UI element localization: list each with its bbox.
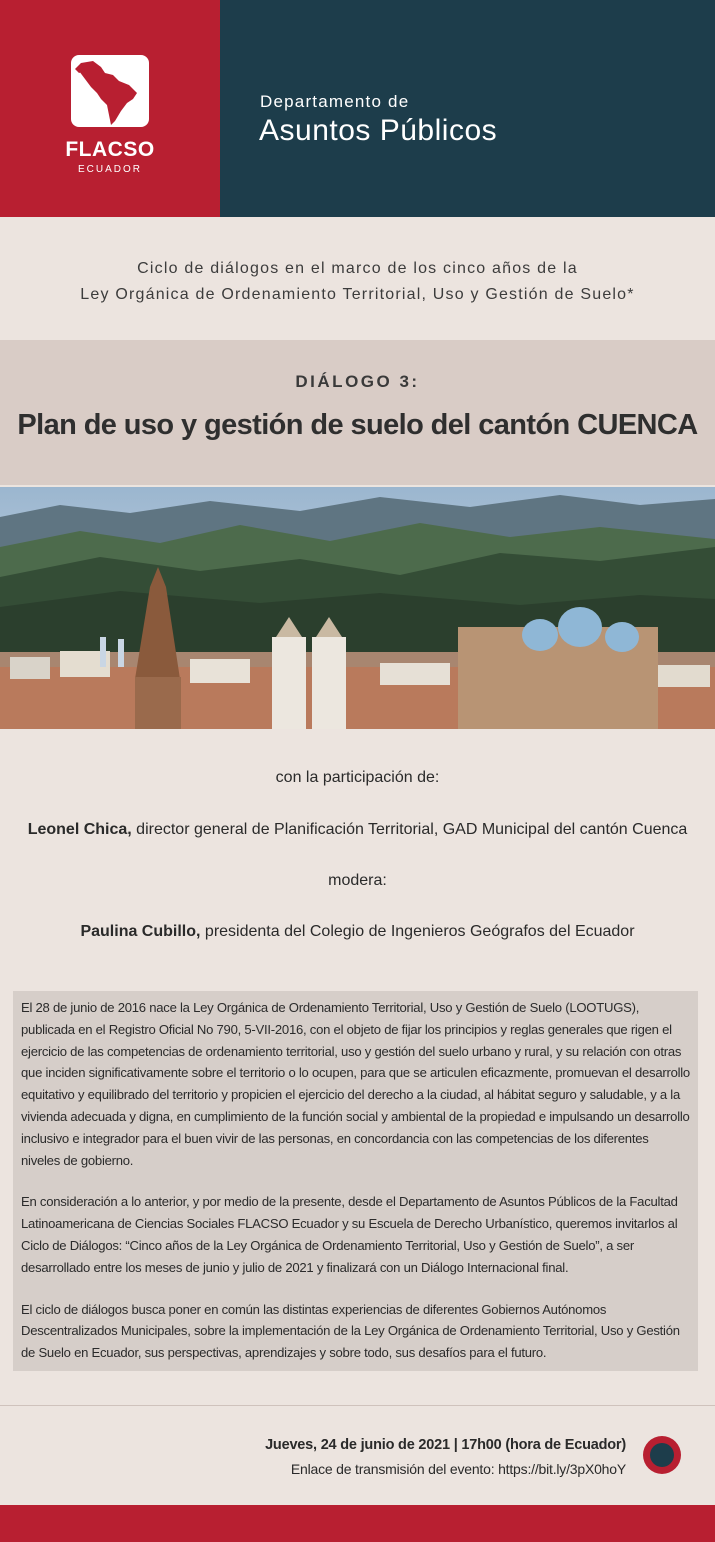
- speaker-role: director general de Planificación Territorial, GAD Municipal del cantón Cuenca: [131, 821, 688, 838]
- description-paragraph-2: En consideración a lo anterior, y por medio de la presente, desde el Departamento de Asuntos Públicos de la Facultad Latinoamericana de Ciencias Sociales FLACSO Ecuador y su Escuela de Derecho Urbanístico, queremos invitarlos al Ciclo de Diálogos: “Cinco años de la Ley Orgánica de Ordenamiento Territorial, Uso y Gestión de Suelo”, a ser desarrollado entre los meses de junio y julio de 2021 y finalizará con un Diálogo Internacional final.: [21, 1194, 678, 1275]
- moderator-role: presidenta del Colegio de Ingenieros Geógrafos del Ecuador: [200, 923, 635, 940]
- dialogue-label: DIÁLOGO 3:: [295, 372, 420, 391]
- speaker-line: [0, 821, 715, 839]
- description-box: [13, 991, 698, 1371]
- intro-line-1: Ciclo de diálogos en el marco de los cinco años de la: [137, 260, 578, 277]
- logo-wordmark: FLACSO: [65, 138, 155, 161]
- description-paragraph-1: El 28 de junio de 2016 nace la Ley Orgánica de Ordenamiento Territorial, Uso y Gestión de Suelo (LOOTUGS), publicada en el Registro Oficial No 790, 5-VII-2016, con el objeto de fijar los principios y reglas generales que rigen el ejercicio de las competencias de ordenamiento territorial, uso y gestión del suelo urbano y rural, y su relación con otras que inciden significativamente sobre el territorio o lo ocupen, para que se articulen eficazmente, promuevan el desarrollo equitativo y equilibrado del territorio y propicien el ejercicio del derecho a la ciudad, al hábitat seguro y saludable, y a la vivienda adecuada y digna, en cumplimiento de la función social y ambiental de la propiedad e impulsando un desarrollo inclusivo e integrador para el buen vivir de las personas, en concordancia con las competencias de los diferentes niveles de gobierno.: [21, 1000, 690, 1168]
- speaker-name: Leonel Chica,: [27, 821, 132, 838]
- description-paragraph-3: El ciclo de diálogos busca poner en común las distintas experiencias de diferentes Gobiernos Autónomos Descentralizados Municipales, sobre la implementación de la Ley Orgánica de Ordenamiento Territorial, Uso y Gestión de Suelo en Ecuador, sus perspectivas, aprendizajes y sobre todo, sus desafíos para el futuro.: [21, 1301, 680, 1361]
- moderator-line: [0, 923, 715, 941]
- event-link[interactable]: Enlace de transmisión del evento: https://bit.ly/3pX0hoY: [290, 1461, 626, 1477]
- department-name: Asuntos Públicos: [259, 114, 498, 147]
- divider: [0, 1405, 715, 1406]
- moderator-name: Paulina Cubillo,: [80, 923, 201, 940]
- logo-subtitle: ECUADOR: [77, 164, 142, 175]
- cuenca-city-photo: [0, 487, 715, 729]
- intro-line-2: Ley Orgánica de Ordenamiento Territorial, Uso y Gestión de Suelo*: [80, 286, 635, 303]
- dialogue-title: Plan de uso y gestión de suelo del cantón CUENCA: [17, 409, 698, 441]
- event-date: Jueves, 24 de junio de 2021 | 17h00 (hora de Ecuador): [265, 1437, 626, 1453]
- latin-america-map-icon: [71, 55, 149, 127]
- moderator-intro: modera:: [328, 872, 387, 889]
- department-label: Departamento de: [260, 92, 410, 111]
- participation-intro: con la participación de:: [275, 769, 440, 786]
- footer-bar: [0, 1505, 715, 1542]
- live-dot-inner: [650, 1443, 674, 1467]
- intro-text: [0, 256, 715, 308]
- flacso-logo: [71, 55, 149, 127]
- live-dot-icon: [643, 1436, 681, 1474]
